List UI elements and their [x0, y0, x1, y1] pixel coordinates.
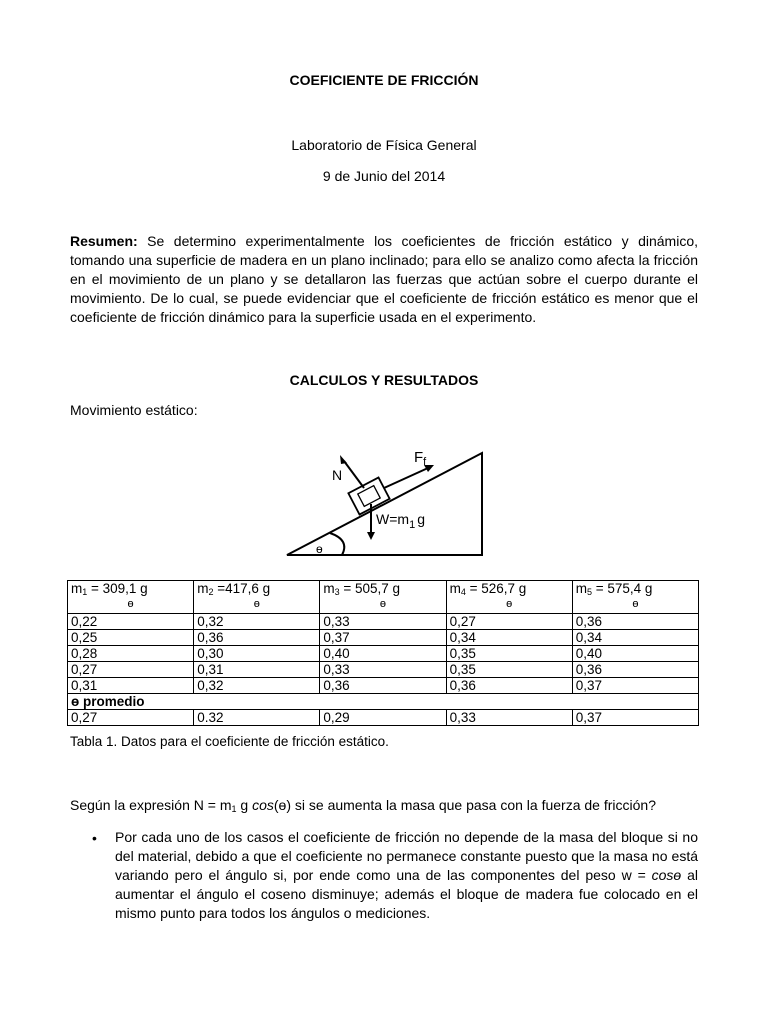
theta-symbol: ɵ — [632, 598, 639, 610]
table-cell: 0,32 — [194, 614, 320, 630]
table-row — [68, 614, 699, 630]
table-cell: 0,27 — [68, 662, 194, 678]
table-cell: 0,36 — [194, 630, 320, 646]
table-cell: 0,37 — [320, 630, 446, 646]
abstract-paragraph — [70, 232, 698, 327]
block — [348, 477, 389, 514]
table-cell: 0,35 — [446, 646, 572, 662]
average-cell: 0,29 — [320, 710, 446, 726]
table-cell: 0,27 — [446, 614, 572, 630]
question-text: Según la expresión $N = m_1$ g cos(ɵ) si se aumenta la masa que pasa con la fuerza de fricción? — [70, 797, 656, 814]
table-row — [68, 662, 699, 678]
table-cell: 0,31 — [194, 662, 320, 678]
table-average-row — [68, 710, 699, 726]
normal-arrowhead — [340, 455, 347, 464]
average-label: ɵ promedio — [68, 694, 699, 710]
abstract-label: Resumen: — [70, 233, 138, 249]
table-cell: 0,34 — [446, 630, 572, 646]
average-cell: 0,37 — [572, 710, 698, 726]
table-cell: 0,35 — [446, 662, 572, 678]
header-mass-5: $m_5 = 575,4$ g ɵ — [572, 581, 698, 614]
abstract-text: Se determino experimentalmente los coeficientes de fricción estático y dinámico, tomando una superficie de madera en un plano inclinado; para ello se analizo como afecta la fricción en el movimiento de un plano y se detallaron las fuerzas que actúan sobre el cuerpo durante el movimiento. De lo cual, se puede evidenciar que el coeficiente de fricción estático es menor que el coeficiente de fricción dinámico para la superficie usada en el experimento. — [70, 233, 698, 325]
average-cell: 0,27 — [68, 710, 194, 726]
average-cell: 0.32 — [194, 710, 320, 726]
theta-symbol: ɵ — [127, 598, 134, 610]
average-cell: 0,33 — [446, 710, 572, 726]
table-cell: 0,36 — [446, 678, 572, 694]
table-cell: 0,37 — [572, 678, 698, 694]
header-mass-4: $m_4 = 526,7$ g ɵ — [446, 581, 572, 614]
table-cell: 0,31 — [68, 678, 194, 694]
table-cell: 0,36 — [572, 614, 698, 630]
table-cell: 0,28 — [68, 646, 194, 662]
table-cell: 0,33 — [320, 614, 446, 630]
table-cell: 0,32 — [194, 678, 320, 694]
inclined-plane — [287, 453, 482, 555]
lab-name: Laboratorio de Física General — [291, 137, 477, 153]
table-cell: 0,36 — [320, 678, 446, 694]
header-mass-2: $m_2 =417,6$ g ɵ — [194, 581, 320, 614]
weight-arrowhead — [367, 532, 375, 540]
table-average-label-row — [68, 694, 699, 710]
table-caption: Tabla 1. Datos para el coeficiente de fricción estático. — [70, 734, 389, 749]
table-header-row — [68, 581, 699, 614]
angle-label: ɵ — [316, 542, 323, 556]
table-cell: 0,34 — [572, 630, 698, 646]
table-cell: 0,40 — [320, 646, 446, 662]
section-title: CALCULOS Y RESULTADOS — [289, 372, 479, 388]
theta-symbol: ɵ — [506, 598, 513, 610]
table-row — [68, 630, 699, 646]
table-cell: 0,30 — [194, 646, 320, 662]
bullet-icon: • — [92, 830, 97, 846]
friction-data-table — [67, 580, 699, 726]
theta-symbol: ɵ — [379, 598, 387, 610]
inclined-plane-diagram — [284, 446, 494, 558]
table-cell: 0,40 — [572, 646, 698, 662]
angle-arc — [330, 533, 344, 555]
normal-label: N — [332, 467, 343, 483]
friction-label: $F_f$ — [414, 449, 427, 468]
document-title: COEFICIENTE DE FRICCIÓN — [289, 72, 479, 88]
subsection-title: Movimiento estático: — [70, 402, 198, 418]
document-date: 9 de Junio del 2014 — [322, 168, 446, 184]
table-cell: 0,36 — [572, 662, 698, 678]
table-cell: 0,25 — [68, 630, 194, 646]
cos-formula: cosɵ — [651, 867, 682, 883]
normal-arrow — [344, 461, 364, 488]
weight-label: $W=m_1$ g — [376, 511, 425, 531]
header-mass-1: $m_1 = 309,1$ g ɵ — [68, 581, 194, 614]
theta-symbol: ɵ — [253, 598, 260, 610]
table-row — [68, 646, 699, 662]
header-mass-3: $m_3 = 505,7$ g ɵ — [320, 581, 446, 614]
table-cell: 0,33 — [320, 662, 446, 678]
bullet-paragraph: Por cada uno de los casos el coeficiente de fricción no depende de la masa del bloque si no del material, debido a que el coeficiente no permanece constante puesto que la masa no está variando pero el ángulo si, por ende como una de las componentes del peso w = cosɵ al aumentar el ángulo el coseno disminuye; además el bloque de madera fue colocado en el mismo punto para todos los ángulos o mediciones. — [115, 829, 698, 921]
table-row — [68, 678, 699, 694]
table-cell: 0,22 — [68, 614, 194, 630]
